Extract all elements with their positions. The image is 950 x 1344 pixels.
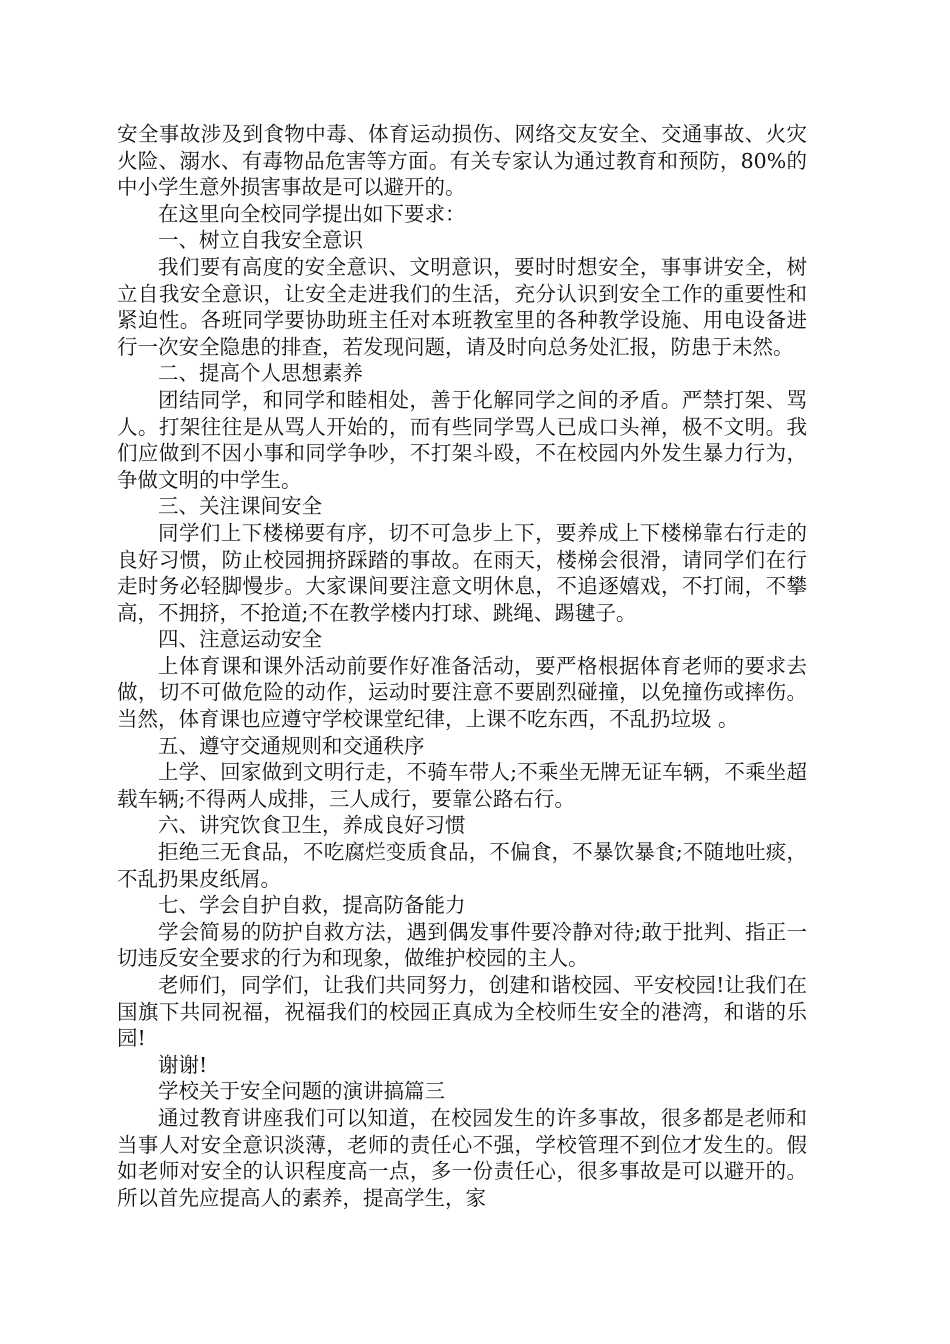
paragraph-section-3: 同学们上下楼梯要有序，切不可急步上下，要养成上下楼梯靠右行走的良好习惯，防止校园拥挤踩踏的事故。在雨天，楼梯会很滑，请同学们在行走时务必轻脚慢步。大家课间要注意文明休息，不追逐嬉戏，不打闹，不攀高，不拥挤，不抢道;不在教学楼内打球、跳绳、踢毽子。 xyxy=(117,520,807,625)
article-title-part-three: 学校关于安全问题的演讲搞篇三 xyxy=(158,1079,445,1104)
paragraph-requirements-intro: 在这里向全校同学提出如下要求： xyxy=(158,201,466,226)
paragraph-section-5: 上学、回家做到文明行走，不骑车带人;不乘坐无牌无证车辆，不乘坐超载车辆;不得两人成排，三人成行，要靠公路右行。 xyxy=(117,760,807,811)
section-heading-2: 二、提高个人思想素养 xyxy=(158,361,363,386)
paragraph-section-2: 团结同学，和同学和睦相处，善于化解同学之间的矛盾。严禁打架、骂人。打架往往是从骂人开始的，而有些同学骂人已成口头禅，极不文明。我们应做到不因小事和同学争吵，不打架斗殴，不在校园内外发生暴力行为，争做文明的中学生。 xyxy=(117,387,807,492)
section-heading-7: 七、学会自护自救，提高防备能力 xyxy=(158,893,466,918)
section-heading-4: 四、注意运动安全 xyxy=(158,627,322,652)
paragraph-section-7: 学会简易的防护自救方法，遇到偶发事件要冷静对待;敢于批判、指正一切违反安全要求的行为和现象，做维护校园的主人。 xyxy=(117,919,807,971)
document-page xyxy=(117,121,807,1211)
paragraph-closing: 老师们，同学们，让我们共同努力，创建和谐校园、平安校园!让我们在国旗下共同祝福，祝福我们的校园正真成为全校师生安全的港湾，和谐的乐园! xyxy=(117,973,807,1051)
section-heading-5: 五、遵守交通规则和交通秩序 xyxy=(158,733,425,758)
paragraph-intro: 安全事故涉及到食物中毒、体育运动损伤、网络交友安全、交通事故、火灾火险、溺水、有毒物品危害等方面。有关专家认为通过教育和预防，80%的中小学生意外损害事故是可以避开的。 xyxy=(117,122,807,200)
section-heading-1: 一、树立自我安全意识 xyxy=(158,228,363,253)
section-heading-6: 六、讲究饮食卫生，养成良好习惯 xyxy=(158,813,466,838)
section-heading-3: 三、关注课间安全 xyxy=(158,494,322,519)
paragraph-thanks: 谢谢! xyxy=(158,1052,208,1077)
paragraph-section-1: 我们要有高度的安全意识、文明意识，要时时想安全，事事讲安全，树立自我安全意识，让安全走进我们的生活，充分认识到安全工作的重要性和紧迫性。各班同学要协助班主任对本班教室里的各种教学设施、用电设备进行一次安全隐患的排查，若发现问题，请及时向总务处汇报，防患于未然。 xyxy=(117,254,807,359)
paragraph-section-6: 拒绝三无食品，不吃腐烂变质食品，不偏食，不暴饮暴食;不随地吐痰，不乱扔果皮纸屑。 xyxy=(117,840,807,891)
paragraph-section-4: 上体育课和课外活动前要作好准备活动，要严格根据体育老师的要求去做，切不可做危险的动作，运动时要注意不要剧烈碰撞，以免撞伤或摔伤。当然，体育课也应遵守学校课堂纪律，上课不吃东西，不乱扔垃圾 。 xyxy=(117,653,807,732)
paragraph-part-three: 通过教育讲座我们可以知道，在校园发生的许多事故，很多都是老师和当事人对安全意识淡薄，老师的责任心不强，学校管理不到位才发生的。假如老师对安全的认识程度高一点，多一份责任心，很多事故是可以避开的。所以首先应提高人的素养，提高学生，家 xyxy=(117,1105,807,1210)
